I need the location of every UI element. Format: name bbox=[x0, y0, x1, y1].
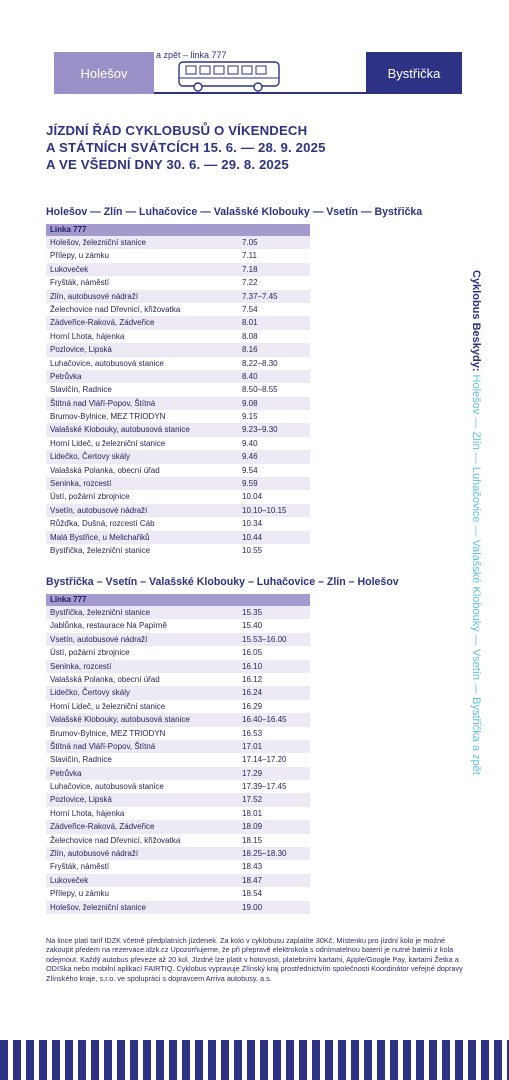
timetable-row bbox=[46, 504, 310, 517]
stop-name: Zádveřice-Raková, Zádveřice bbox=[50, 318, 155, 328]
departure-time: 7.54 bbox=[242, 304, 258, 314]
stop-name: Jablůnka, restaurace Na Papírně bbox=[50, 621, 167, 631]
stop-name: Petrůvka bbox=[50, 768, 82, 778]
timetable-row bbox=[46, 686, 310, 699]
timetable-row bbox=[46, 646, 310, 659]
timetable-row bbox=[46, 901, 310, 914]
timetable-row bbox=[46, 249, 310, 262]
timetable-row bbox=[46, 357, 310, 370]
departure-time: 17.29 bbox=[242, 768, 263, 778]
departure-time: 15.35 bbox=[242, 608, 263, 617]
timetable-row bbox=[46, 263, 310, 276]
timetable-row bbox=[46, 793, 310, 806]
side-route: Holešov — Zlín — Luhačovice — Valašské Klobouky — Vsetín — Bystřička a zpět bbox=[470, 374, 482, 775]
departure-time: 15.53–16.00 bbox=[242, 634, 287, 644]
stop-name: Bystřička, železniční stanice bbox=[50, 608, 151, 617]
timetable-row bbox=[46, 740, 310, 753]
departure-time: 19.00 bbox=[242, 902, 263, 912]
outbound-timetable bbox=[46, 224, 310, 557]
stop-name: Štítná nad Vláří-Popov, Štítná bbox=[50, 741, 156, 751]
departure-time: 16.10 bbox=[242, 661, 263, 671]
timetable-row bbox=[46, 276, 310, 289]
side-label: Cyklobus Beskydy: bbox=[470, 270, 482, 372]
header-divider bbox=[154, 92, 366, 94]
stop-name: Přílepy, u zámku bbox=[50, 251, 109, 261]
departure-time: 15.40 bbox=[242, 621, 263, 631]
timetable-row bbox=[46, 450, 310, 463]
stop-name: Lidečko, Čertovy skály bbox=[50, 452, 131, 462]
timetable-row bbox=[46, 397, 310, 410]
timetable-row bbox=[46, 303, 310, 316]
departure-time: 9.40 bbox=[242, 438, 258, 448]
destination-label: Bystřička bbox=[366, 52, 462, 94]
departure-time: 9.08 bbox=[242, 398, 258, 408]
timetable-row bbox=[46, 606, 310, 619]
stop-name: Fryšták, náměstí bbox=[50, 278, 110, 288]
departure-time: 16.24 bbox=[242, 688, 263, 698]
timetable-row bbox=[46, 860, 310, 873]
timetable-row bbox=[46, 330, 310, 343]
timetable-row bbox=[46, 619, 310, 632]
decorative-stripes bbox=[0, 1040, 509, 1080]
stop-name: Želechovice nad Dřevnicí, křižovatka bbox=[50, 835, 181, 845]
timetable-row bbox=[46, 727, 310, 740]
departure-time: 9.15 bbox=[242, 412, 258, 422]
stop-name: Horní Lideč, u železniční stanice bbox=[50, 701, 166, 711]
stop-name: Valašská Polanka, obecní úřad bbox=[50, 674, 160, 684]
departure-time: 9.59 bbox=[242, 479, 258, 489]
timetable-row bbox=[46, 410, 310, 423]
departure-time: 7.18 bbox=[242, 264, 258, 274]
stop-name: Holešov, železniční stanice bbox=[50, 902, 146, 912]
timetable-row bbox=[46, 490, 310, 503]
stop-name: Fryšták, náměstí bbox=[50, 862, 110, 872]
timetable-row bbox=[46, 887, 310, 900]
stop-name: Růžďka, Dušná, rozcestí Cáb bbox=[50, 519, 155, 529]
timetable-row bbox=[46, 807, 310, 820]
timetable-row bbox=[46, 423, 310, 436]
departure-time: 8.22–8.30 bbox=[242, 358, 278, 368]
departure-time: 18.09 bbox=[242, 822, 263, 832]
timetable-row bbox=[46, 316, 310, 329]
departure-time: 17.01 bbox=[242, 741, 263, 751]
stop-name: Seninka, rozcestí bbox=[50, 661, 112, 671]
stop-name: Holešov, železniční stanice bbox=[50, 238, 146, 247]
timetable-row bbox=[46, 660, 310, 673]
stop-name: Luhačovice, autobusová stanice bbox=[50, 358, 164, 368]
departure-time: 18.47 bbox=[242, 875, 263, 885]
stop-name: Slavičín, Radnice bbox=[50, 755, 112, 765]
title-line: A STÁTNÍCH SVÁTCÍCH 15. 6. — 28. 9. 2025 bbox=[46, 140, 326, 155]
stop-name: Přílepy, u zámku bbox=[50, 889, 109, 899]
departure-time: 16.29 bbox=[242, 701, 263, 711]
departure-time: 17.52 bbox=[242, 795, 263, 805]
departure-time: 16.05 bbox=[242, 648, 263, 658]
timetable-row bbox=[46, 713, 310, 726]
stop-name: Želechovice nad Dřevnicí, křižovatka bbox=[50, 304, 181, 314]
route-label: a zpět – linka 777 bbox=[156, 50, 227, 60]
inbound-section-title: Bystřička – Vsetín – Valašské Klobouky – Luhačovice – Zlín – Holešov bbox=[46, 576, 399, 588]
timetable-row bbox=[46, 767, 310, 780]
departure-time: 10.55 bbox=[242, 545, 263, 555]
departure-time: 7.05 bbox=[242, 238, 258, 247]
stop-name: Slavičín, Radnice bbox=[50, 385, 112, 395]
departure-time: 9.46 bbox=[242, 452, 258, 462]
timetable-row bbox=[46, 437, 310, 450]
departure-time: 8.16 bbox=[242, 345, 258, 355]
timetable-row bbox=[46, 780, 310, 793]
timetable-row bbox=[46, 383, 310, 396]
stop-name: Štítná nad Vláří-Popov, Štítná bbox=[50, 398, 156, 408]
stop-name: Ústí, požární zbrojnice bbox=[50, 648, 130, 658]
timetable-row bbox=[46, 290, 310, 303]
outbound-section-title: Holešov — Zlín — Luhačovice — Valašské Klobouky — Vsetín — Bystřička bbox=[46, 206, 423, 218]
inbound-timetable bbox=[46, 594, 310, 914]
stop-name: Horní Lhota, hájenka bbox=[50, 331, 125, 341]
departure-time: 18.25–18.30 bbox=[242, 849, 287, 859]
title-line: JÍZDNÍ ŘÁD CYKLOBUSŮ O VÍKENDECH bbox=[46, 123, 308, 138]
departure-time: 9.54 bbox=[242, 465, 258, 475]
title-line: A VE VŠEDNÍ DNY 30. 6. — 29. 8. 2025 bbox=[46, 157, 289, 172]
side-route-caption bbox=[470, 270, 482, 775]
departure-time: 18.54 bbox=[242, 889, 263, 899]
origin-label: Holešov bbox=[54, 52, 154, 94]
departure-time: 17.14–17.20 bbox=[242, 755, 287, 765]
stop-name: Luhačovice, autobusová stanice bbox=[50, 782, 164, 792]
stop-name: Lukoveček bbox=[50, 264, 89, 274]
stop-name: Valašské Klobouky, autobusová stanice bbox=[50, 425, 190, 435]
stop-name: Horní Lideč, u železniční stanice bbox=[50, 438, 166, 448]
departure-time: 16.12 bbox=[242, 674, 263, 684]
timetable-row bbox=[46, 343, 310, 356]
departure-time: 8.40 bbox=[242, 371, 258, 381]
timetable-row bbox=[46, 673, 310, 686]
departure-time: 8.01 bbox=[242, 318, 258, 328]
timetable-row bbox=[46, 531, 310, 544]
stop-name: Brumov-Bylnice, MEZ TRIODYN bbox=[50, 728, 166, 738]
departure-time: 10.34 bbox=[242, 519, 263, 529]
timetable-row bbox=[46, 753, 310, 766]
timetable-row bbox=[46, 847, 310, 860]
stop-name: Pozlovice, Lipská bbox=[50, 795, 112, 805]
departure-time: 9.23–9.30 bbox=[242, 425, 278, 435]
departure-time: 10.44 bbox=[242, 532, 263, 542]
departure-time: 18.15 bbox=[242, 835, 263, 845]
timetable-row bbox=[46, 464, 310, 477]
stop-name: Vsetín, autobusové nádraží bbox=[50, 634, 148, 644]
outbound-line-header: Linka 777 bbox=[46, 224, 310, 236]
stop-name: Zlín, autobusové nádraží bbox=[50, 849, 139, 859]
timetable-row bbox=[46, 477, 310, 490]
timetable-row bbox=[46, 834, 310, 847]
stop-name: Horní Lhota, hájenka bbox=[50, 808, 125, 818]
departure-time: 7.37–7.45 bbox=[242, 291, 278, 301]
departure-time: 7.11 bbox=[242, 251, 257, 261]
page-title bbox=[46, 122, 446, 173]
departure-time: 10.10–10.15 bbox=[242, 505, 287, 515]
timetable-row bbox=[46, 370, 310, 383]
stop-name: Zádveřice-Raková, Zádveřice bbox=[50, 822, 155, 832]
departure-time: 8.50–8.55 bbox=[242, 385, 278, 395]
stop-name: Seninka, rozcestí bbox=[50, 479, 112, 489]
stop-name: Brumov-Bylnice, MEZ TRIODYN bbox=[50, 412, 166, 422]
inbound-line-header: Linka 777 bbox=[46, 594, 310, 606]
departure-time: 17.39–17.45 bbox=[242, 782, 287, 792]
stop-name: Malá Bystřice, u Melichařiků bbox=[50, 532, 150, 542]
stop-name: Ústí, požární zbrojnice bbox=[50, 492, 130, 502]
stop-name: Valašská Polanka, obecní úřad bbox=[50, 465, 160, 475]
departure-time: 7.22 bbox=[242, 278, 258, 288]
departure-time: 10.04 bbox=[242, 492, 263, 502]
departure-time: 16.53 bbox=[242, 728, 263, 738]
timetable-row bbox=[46, 874, 310, 887]
stop-name: Lidečko, Čertovy skály bbox=[50, 688, 131, 698]
stop-name: Bystřička, železniční stanice bbox=[50, 545, 151, 555]
timetable-row bbox=[46, 544, 310, 557]
timetable-row bbox=[46, 633, 310, 646]
stop-name: Lukoveček bbox=[50, 875, 89, 885]
timetable-row bbox=[46, 236, 310, 249]
stop-name: Petrůvka bbox=[50, 371, 82, 381]
stop-name: Pozlovice, Lipská bbox=[50, 345, 112, 355]
departure-time: 18.01 bbox=[242, 808, 263, 818]
stop-name: Valašské Klobouky, autobusová stanice bbox=[50, 715, 190, 725]
timetable-row bbox=[46, 700, 310, 713]
bus-icon bbox=[178, 60, 282, 92]
timetable-row bbox=[46, 517, 310, 530]
stop-name: Zlín, autobusové nádraží bbox=[50, 291, 139, 301]
departure-time: 16.40–16.45 bbox=[242, 715, 287, 725]
fare-note: Na lince platí tarif IDZK včetně předplatních jízdenek. Za kolo v cyklobusu zaplatíte 30Kč. Místenku pro jízdní kolo je možné zakoupit předem na rezervace.idzk.cz Upozorňujeme, že při přepravě elektrokola s odnímatelnou baterií je nutné baterii z kola odejmout. Každý autobus převeze až 20 kol. Jízdné lze platit v hotovosti, platebními kartami, Apple/Google Pay, kartami Žetka a ODISka nebo mobilní aplikací FAIRTIQ. Cyklobus vypravuje Zlínský kraj prostřednictvím společnosti Koordinátor veřejné dopravy Zlínského kraje, s.r.o. ve spolupráci s dopravcem Arriva autobusy, a.s. bbox=[46, 936, 463, 983]
departure-time: 8.08 bbox=[242, 331, 258, 341]
departure-time: 18.43 bbox=[242, 862, 263, 872]
timetable-row bbox=[46, 820, 310, 833]
stop-name: Vsetín, autobusové nádraží bbox=[50, 505, 148, 515]
